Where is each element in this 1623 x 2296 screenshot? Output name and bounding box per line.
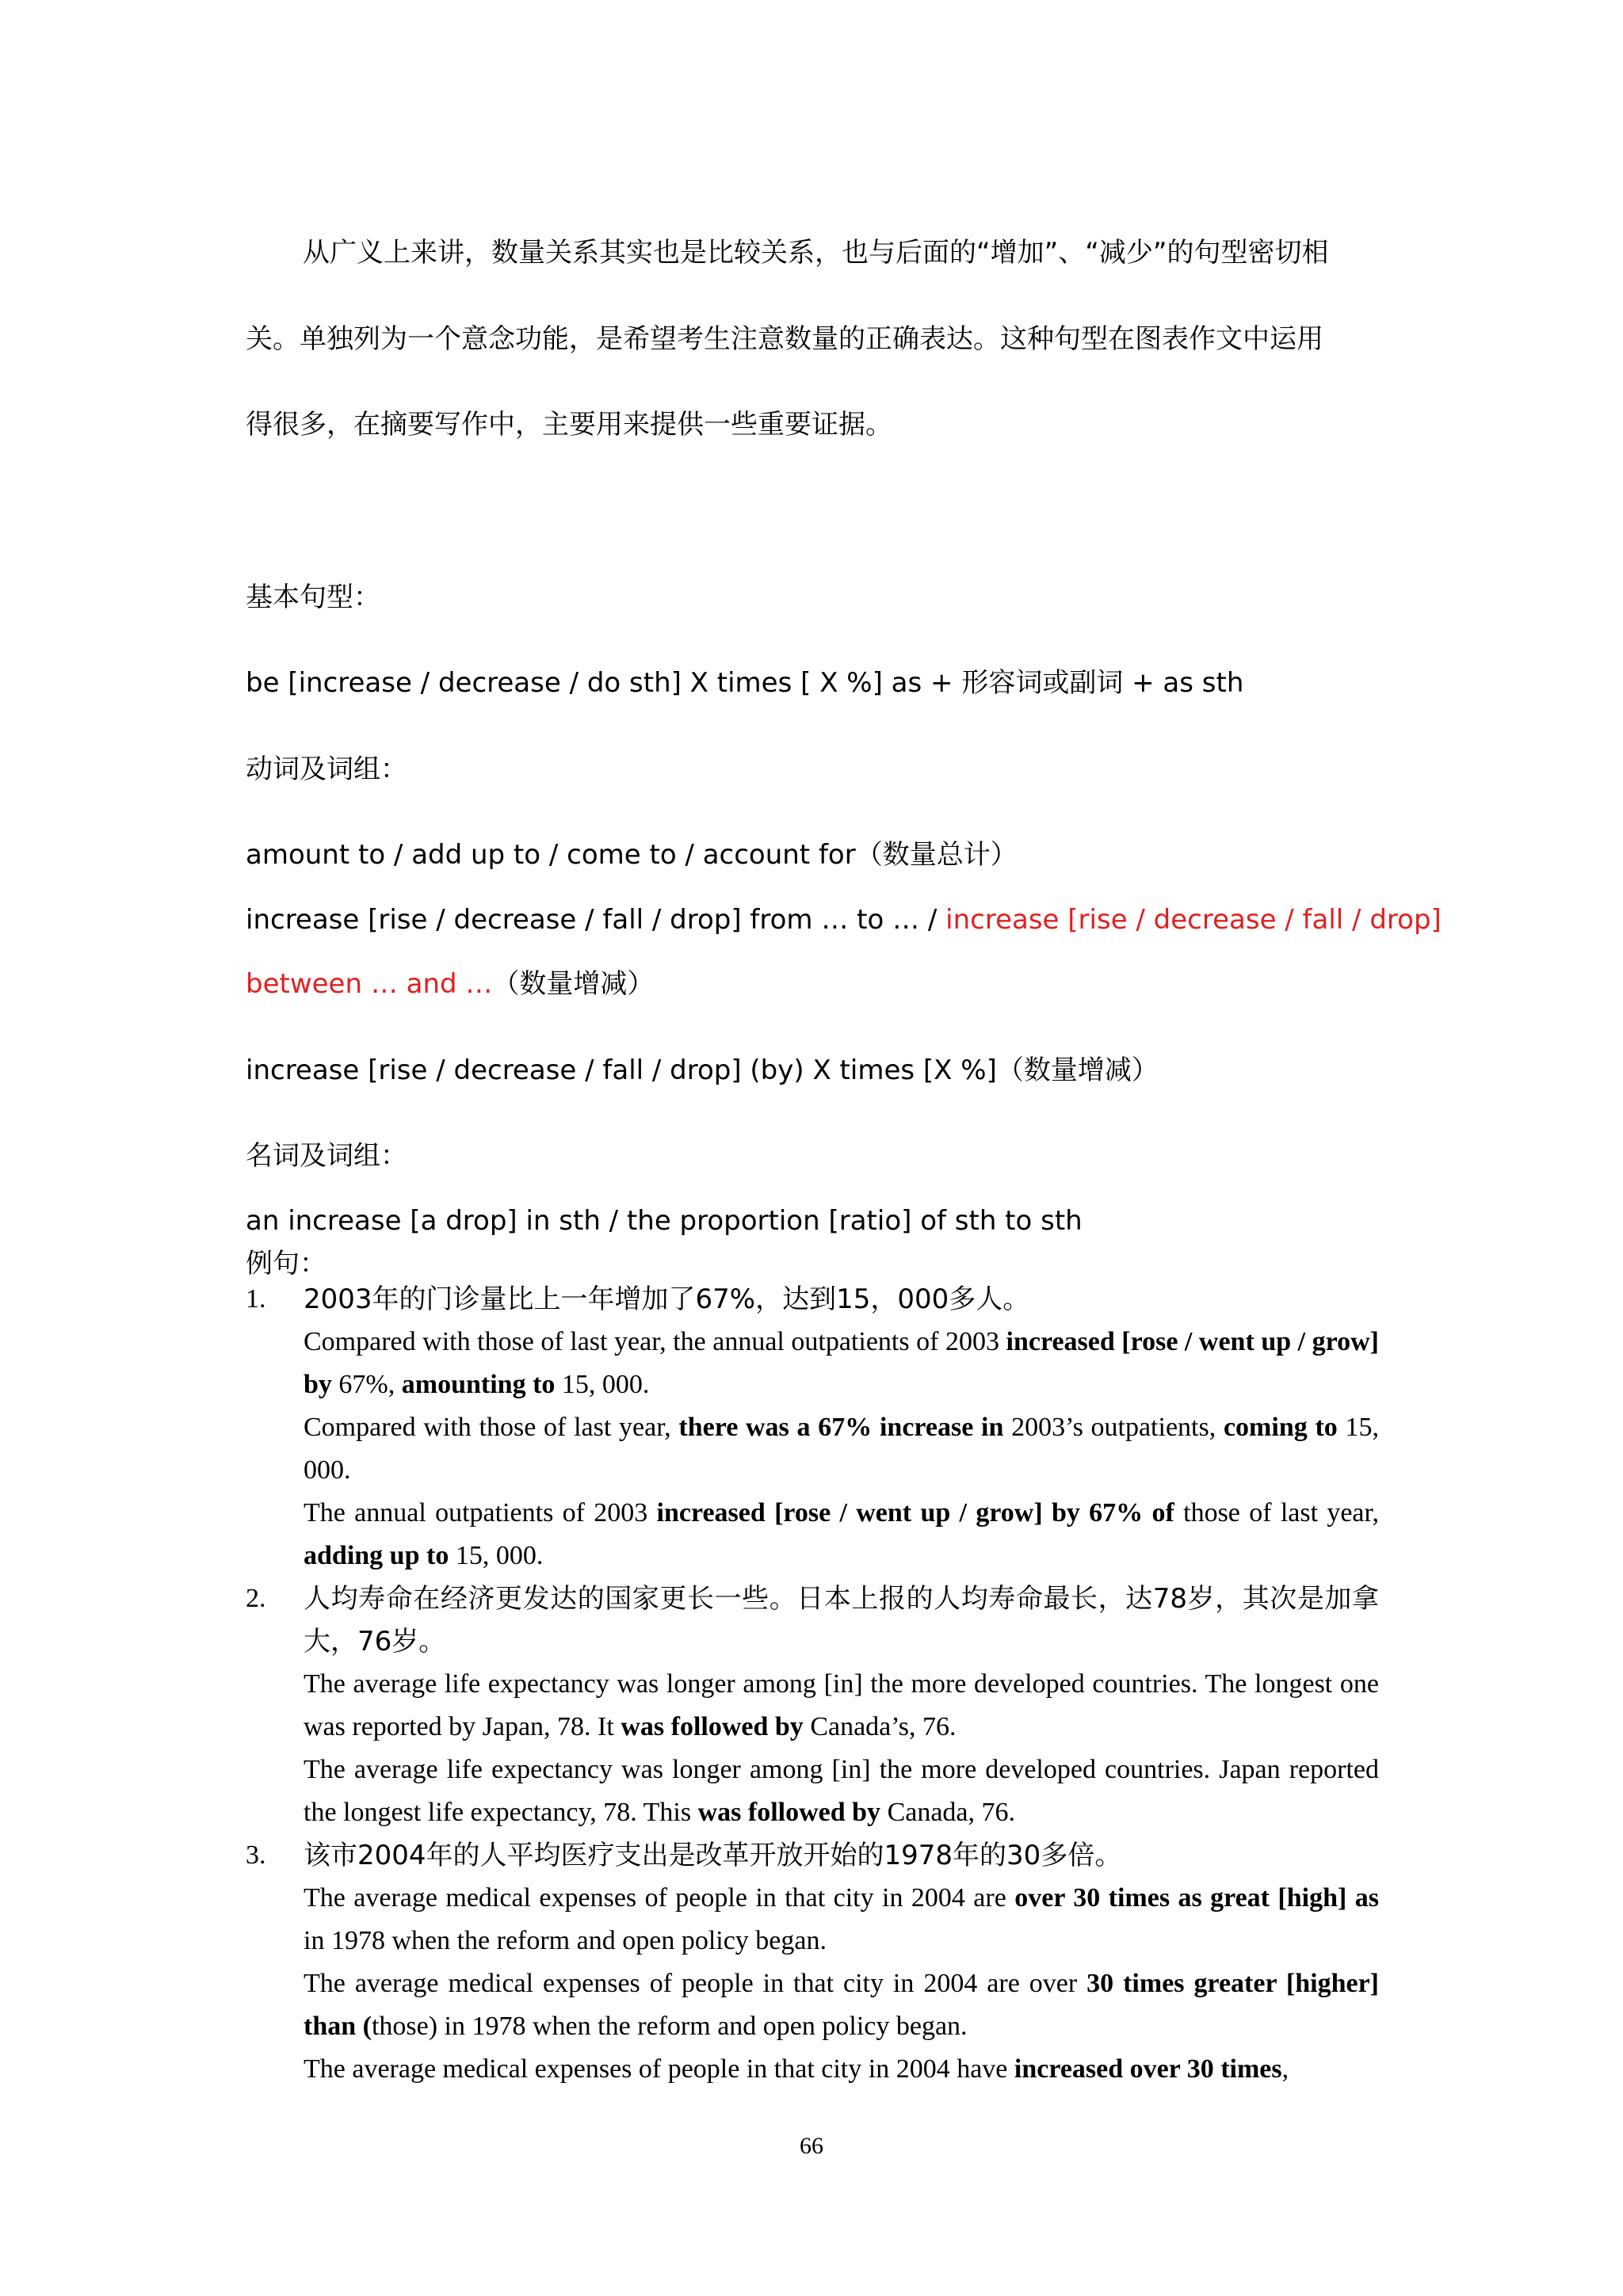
basic-heading: 基本句型： — [246, 582, 380, 613]
example-3-chinese: 该市2004年的人平均医疗支出是改革开放开始的1978年的30多倍。 — [304, 1840, 1122, 1871]
nouns-item-1: an increase [a drop] in sth / the proportion [ratio] of sth to sth — [246, 1205, 1083, 1237]
verbs-heading: 动词及词组： — [246, 753, 407, 785]
example-1-sentence-1: Compared with those of last year, the annual outpatients of 2003 increased [rose / went up / grow] by 67%, amounting to 15, 000. — [304, 1327, 1379, 1399]
example-2-sentence-2: The average life expectancy was longer among [in] the more developed countries. Japan reported the longest life expectancy, 78. This was followed by Canada, 76. — [304, 1755, 1379, 1827]
example-1-number: 1. — [246, 1284, 266, 1314]
intro-line-3: 得很多，在摘要写作中，主要用来提供一些重要证据。 — [246, 409, 892, 441]
intro-line-1: 从广义上来讲，数量关系其实也是比较关系，也与后面的“增加”、“减少”的句型密切相 — [303, 237, 1329, 269]
examples-heading: 例句： — [246, 1248, 327, 1280]
example-1-sentence-3: The annual outpatients of 2003 increased [rose / went up / grow] by 67% of those of last year, adding up to 15, 000. — [304, 1498, 1379, 1570]
example-1-chinese: 2003年的门诊量比上一年增加了67%，达到15，000多人。 — [304, 1283, 1030, 1315]
example-3-sentence-3: The average medical expenses of people in that city in 2004 have increased over 30 times, — [304, 2054, 1289, 2084]
verbs-item-2 — [246, 904, 1442, 936]
verbs-item-2-text: increase [rise / decrease / fall / drop] from … to … / — [246, 904, 946, 936]
intro-line-2: 关。单独列为一个意念功能，是希望考生注意数量的正确表达。这种句型在图表作文中运用 — [246, 323, 1323, 355]
example-1-sentence-2: Compared with those of last year, there was a 67% increase in 2003’s outpatients, coming to 15, 000. — [304, 1413, 1380, 1485]
basic-pattern: be [increase / decrease / do sth] X times [ X %] as + 形容词或副词 + as sth — [246, 667, 1244, 699]
nouns-heading: 名词及词组： — [246, 1140, 407, 1172]
verbs-item-2-continued — [246, 968, 655, 1000]
example-3-body — [304, 1834, 1379, 2091]
verbs-item-3: increase [rise / decrease / fall / drop] (by) X times [X %]（数量增减） — [246, 1055, 1159, 1086]
example-1-body — [304, 1278, 1379, 1577]
example-3-sentence-2: The average medical expenses of people in that city in 2004 are over 30 times greater [higher] than (those) in 1978 when the reform and open policy began. — [304, 1969, 1379, 2041]
example-2-number: 2. — [246, 1584, 266, 1613]
example-2-chinese: 人均寿命在经济更发达的国家更长一些。日本上报的人均寿命最长，达78岁，其次是加拿大，76岁。 — [304, 1583, 1379, 1657]
verbs-item-2-highlight: increase [rise / decrease / fall / drop] — [945, 904, 1442, 936]
example-3-sentence-1: The average medical expenses of people in that city in 2004 are over 30 times as great [high] as in 1978 when the reform and open policy began. — [304, 1883, 1379, 1955]
example-2-sentence-1: The average life expectancy was longer among [in] the more developed countries. The longest one was reported by Japan, 78. It was followed by Canada’s, 76. — [304, 1669, 1379, 1741]
verbs-item-2-continued-highlight: between … and … — [246, 968, 493, 1000]
example-3-number: 3. — [246, 1840, 266, 1870]
example-2-body — [304, 1577, 1379, 1834]
page-number: 66 — [800, 2133, 823, 2159]
verbs-item-2-continued-text: （数量增减） — [492, 968, 655, 1000]
verbs-item-1: amount to / add up to / come to / account for（数量总计） — [246, 839, 1018, 871]
